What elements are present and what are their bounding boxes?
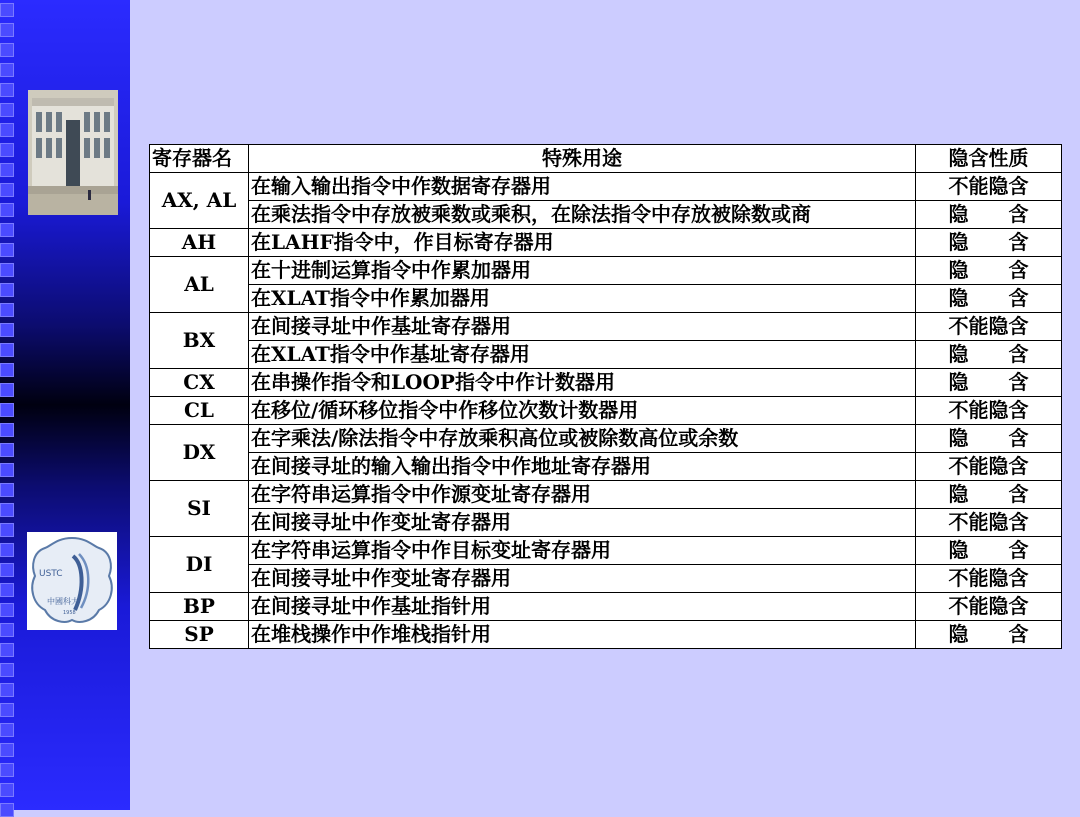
table-row — [150, 453, 1062, 481]
implied-cell: 隐 含 — [916, 481, 1062, 509]
sidebar-square — [0, 763, 14, 777]
sidebar-square — [0, 363, 14, 377]
ustc-emblem — [27, 532, 117, 630]
sidebar-square — [0, 283, 14, 297]
sidebar-square — [0, 343, 14, 357]
table-row — [150, 257, 1062, 285]
special-use-cell: 在字乘法/除法指令中存放乘积高位或被除数高位或余数 — [249, 425, 916, 453]
register-name-cell: AL — [150, 257, 249, 313]
register-name-cell: SI — [150, 481, 249, 537]
implied-cell: 不能隐含 — [916, 453, 1062, 481]
table-row — [150, 397, 1062, 425]
special-use-cell: 在间接寻址中作基址寄存器用 — [249, 313, 916, 341]
sidebar-square — [0, 3, 14, 17]
header-register-name: 寄存器名 — [150, 145, 249, 173]
implied-cell: 不能隐含 — [916, 593, 1062, 621]
sidebar-square — [0, 183, 14, 197]
special-use-cell: 在间接寻址中作变址寄存器用 — [249, 565, 916, 593]
header-implied: 隐含性质 — [916, 145, 1062, 173]
register-name-cell: AH — [150, 229, 249, 257]
table-row — [150, 509, 1062, 537]
sidebar-square — [0, 163, 14, 177]
table-row — [150, 593, 1062, 621]
sidebar-square — [0, 503, 14, 517]
special-use-cell: 在输入输出指令中作数据寄存器用 — [249, 173, 916, 201]
sidebar-square — [0, 23, 14, 37]
sidebar-square — [0, 123, 14, 137]
implied-cell: 隐 含 — [916, 257, 1062, 285]
sidebar-square — [0, 143, 14, 157]
sidebar-square — [0, 603, 14, 617]
table-row — [150, 173, 1062, 201]
table-row — [150, 341, 1062, 369]
sidebar-square — [0, 243, 14, 257]
special-use-cell: 在串操作指令和LOOP指令中作计数器用 — [249, 369, 916, 397]
svg-text:1958: 1958 — [63, 610, 76, 616]
sidebar-square — [0, 783, 14, 797]
implied-cell: 隐 含 — [916, 537, 1062, 565]
table-row — [150, 565, 1062, 593]
sidebar-square — [0, 203, 14, 217]
header-special-use: 特殊用途 — [249, 145, 916, 173]
register-name-cell: DI — [150, 537, 249, 593]
table-row — [150, 285, 1062, 313]
register-name-cell: BP — [150, 593, 249, 621]
sidebar-square — [0, 323, 14, 337]
sidebar-square — [0, 623, 14, 637]
register-name-cell: CX — [150, 369, 249, 397]
special-use-cell: 在LAHF指令中，作目标寄存器用 — [249, 229, 916, 257]
svg-text:USTC: USTC — [39, 569, 63, 579]
implied-cell: 不能隐含 — [916, 565, 1062, 593]
ustc-logo — [27, 532, 117, 630]
special-use-cell: 在间接寻址的输入输出指令中作地址寄存器用 — [249, 453, 916, 481]
table-row — [150, 369, 1062, 397]
special-use-cell: 在乘法指令中存放被乘数或乘积，在除法指令中存放被除数或商 — [249, 201, 916, 229]
implied-cell: 隐 含 — [916, 229, 1062, 257]
table-body — [150, 173, 1062, 649]
table-row — [150, 313, 1062, 341]
register-name-cell: CL — [150, 397, 249, 425]
sidebar-square — [0, 583, 14, 597]
sidebar-square — [0, 563, 14, 577]
sidebar-square — [0, 403, 14, 417]
table-header-row — [150, 145, 1062, 173]
sidebar-square — [0, 263, 14, 277]
implied-cell: 不能隐含 — [916, 313, 1062, 341]
special-use-cell: 在XLAT指令中作累加器用 — [249, 285, 916, 313]
register-name-cell: AX, AL — [150, 173, 249, 229]
implied-cell: 隐 含 — [916, 621, 1062, 649]
implied-cell: 隐 含 — [916, 369, 1062, 397]
register-name-cell: SP — [150, 621, 249, 649]
special-use-cell: 在间接寻址中作基址指针用 — [249, 593, 916, 621]
special-use-cell: 在十进制运算指令中作累加器用 — [249, 257, 916, 285]
sidebar-square — [0, 443, 14, 457]
sidebar-square — [0, 663, 14, 677]
sidebar-square — [0, 423, 14, 437]
sidebar-square — [0, 63, 14, 77]
table-row — [150, 481, 1062, 509]
table-row — [150, 425, 1062, 453]
register-name-cell: BX — [150, 313, 249, 369]
sidebar-square — [0, 743, 14, 757]
special-use-cell: 在字符串运算指令中作源变址寄存器用 — [249, 481, 916, 509]
sidebar-square — [0, 543, 14, 557]
special-use-cell: 在移位/循环移位指令中作移位次数计数器用 — [249, 397, 916, 425]
implied-cell: 隐 含 — [916, 201, 1062, 229]
implied-cell: 隐 含 — [916, 285, 1062, 313]
sidebar-square — [0, 523, 14, 537]
special-use-cell: 在间接寻址中作变址寄存器用 — [249, 509, 916, 537]
implied-cell: 隐 含 — [916, 341, 1062, 369]
implied-cell: 不能隐含 — [916, 509, 1062, 537]
sidebar-square — [0, 383, 14, 397]
sidebar-square — [0, 103, 14, 117]
sidebar-square — [0, 683, 14, 697]
implied-cell: 不能隐含 — [916, 397, 1062, 425]
sidebar-square — [0, 803, 14, 817]
table-row — [150, 537, 1062, 565]
sidebar-square — [0, 83, 14, 97]
sidebar-square — [0, 463, 14, 477]
special-use-cell: 在字符串运算指令中作目标变址寄存器用 — [249, 537, 916, 565]
implied-cell: 不能隐含 — [916, 173, 1062, 201]
table-row — [150, 201, 1062, 229]
special-use-cell: 在XLAT指令中作基址寄存器用 — [249, 341, 916, 369]
building-photo — [28, 90, 118, 215]
table-row — [150, 229, 1062, 257]
register-table — [149, 144, 1062, 649]
table-row — [150, 621, 1062, 649]
sidebar-square — [0, 643, 14, 657]
implied-cell: 隐 含 — [916, 425, 1062, 453]
sidebar-square — [0, 223, 14, 237]
register-name-cell: DX — [150, 425, 249, 481]
svg-text:中國科大: 中國科大 — [47, 597, 79, 606]
special-use-cell: 在堆栈操作中作堆栈指针用 — [249, 621, 916, 649]
sidebar-square — [0, 303, 14, 317]
sidebar-square — [0, 723, 14, 737]
sidebar-square — [0, 703, 14, 717]
building-image — [28, 90, 118, 215]
sidebar-square — [0, 43, 14, 57]
sidebar-square — [0, 483, 14, 497]
